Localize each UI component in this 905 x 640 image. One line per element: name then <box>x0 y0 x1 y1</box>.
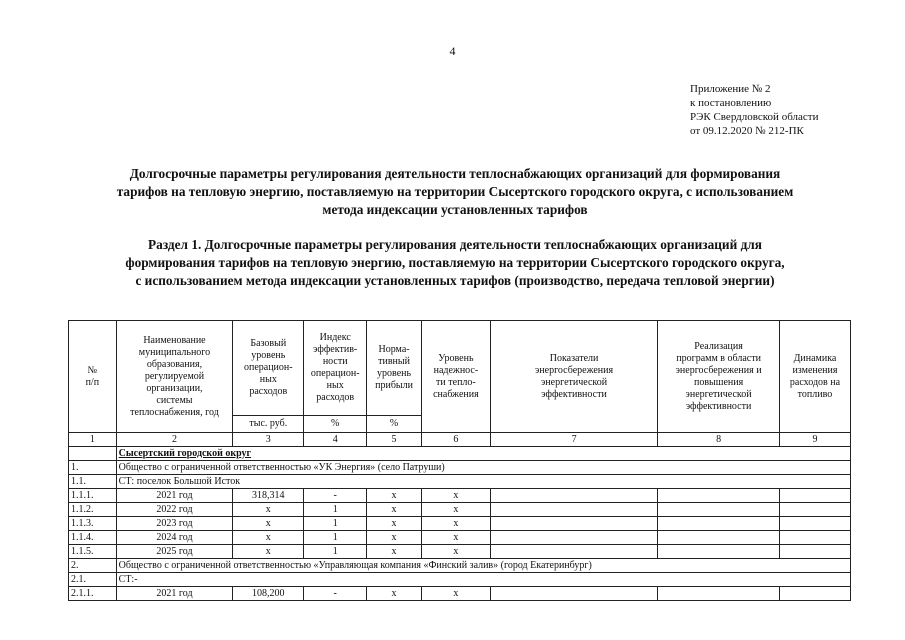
column-number-cell: 8 <box>658 433 780 447</box>
table-cell: х <box>421 503 490 517</box>
table-cell: х <box>367 587 422 601</box>
header-cell: Уровень надежнос- ти тепло- снабжения <box>421 321 490 433</box>
organization-row <box>69 461 851 475</box>
table-cell: х <box>367 517 422 531</box>
page-number: 4 <box>449 44 456 58</box>
table-cell: 1 <box>304 545 367 559</box>
unit-cell: % <box>304 416 367 433</box>
system-name-cell: СТ: поселок Большой Исток <box>116 475 850 489</box>
title-line: Долгосрочные параметры регулирования деятельности теплоснабжающих организаций для формирования <box>129 166 781 181</box>
table-row <box>69 531 851 545</box>
column-number-cell: 5 <box>367 433 422 447</box>
table-cell: - <box>304 587 367 601</box>
table-cell: х <box>233 531 304 545</box>
table-cell: 2022 год <box>116 503 233 517</box>
appendix-block <box>690 82 818 138</box>
table-cell: 2024 год <box>116 531 233 545</box>
title-line: тарифов на тепловую энергию, поставляемую на территории Сысертского городского округа, с использованием <box>116 184 794 199</box>
organization-name-cell: Общество с ограниченной ответственностью «Управляющая компания «Финский залив» (город Екатеринбург) <box>116 559 850 573</box>
table-cell <box>658 517 780 531</box>
row-number-cell: 1. <box>69 461 117 475</box>
parameters-table <box>68 320 851 601</box>
table-cell: х <box>367 503 422 517</box>
table-cell: х <box>233 503 304 517</box>
table-cell: х <box>421 545 490 559</box>
appendix-line: к постановлению <box>690 97 772 109</box>
unit-cell: % <box>367 416 422 433</box>
table-cell: 2025 год <box>116 545 233 559</box>
table-cell: х <box>421 517 490 531</box>
table-cell <box>490 531 657 545</box>
table-cell <box>658 587 780 601</box>
table-cell <box>779 587 850 601</box>
system-row <box>69 573 851 587</box>
title-line: метода индексации установленных тарифов <box>322 202 588 217</box>
row-number-cell: 1.1.2. <box>69 503 117 517</box>
table-row <box>69 517 851 531</box>
table-cell: х <box>367 489 422 503</box>
table-cell: 2023 год <box>116 517 233 531</box>
table-cell <box>779 503 850 517</box>
district-row <box>69 447 851 461</box>
header-cell: Реализация программ в области энергосбережения и повышения энергетической эффективности <box>658 321 780 433</box>
header-cell: Индекс эффектив- ности операцион- ных расходов <box>304 321 367 416</box>
column-number-cell: 9 <box>779 433 850 447</box>
column-number-cell: 3 <box>233 433 304 447</box>
table-cell <box>779 517 850 531</box>
table-row <box>69 503 851 517</box>
table-cell: х <box>367 545 422 559</box>
section-line: формирования тарифов на тепловую энергию, поставляемую на территории Сысертского городского округа, <box>125 255 785 270</box>
table-cell: 2021 год <box>116 587 233 601</box>
column-numbers-row <box>69 433 851 447</box>
table-body <box>69 321 851 601</box>
column-number-cell: 1 <box>69 433 117 447</box>
column-number-cell: 4 <box>304 433 367 447</box>
table-cell: - <box>304 489 367 503</box>
section-line: Раздел 1. Долгосрочные параметры регулирования деятельности теплоснабжающих организаций для <box>148 237 762 252</box>
table-cell <box>490 489 657 503</box>
table-cell: 318,314 <box>233 489 304 503</box>
row-number-cell: 2.1. <box>69 573 117 587</box>
table-cell: х <box>367 531 422 545</box>
header-cell: Динамика изменения расходов на топливо <box>779 321 850 433</box>
table-cell <box>658 531 780 545</box>
table-cell: х <box>233 517 304 531</box>
column-number-cell: 7 <box>490 433 657 447</box>
table-cell: 1 <box>304 503 367 517</box>
system-name-cell: СТ:- <box>116 573 850 587</box>
header-cell: Норма- тивный уровень прибыли <box>367 321 422 416</box>
row-number-cell: 2.1.1. <box>69 587 117 601</box>
row-number-cell: 1.1.5. <box>69 545 117 559</box>
table-cell <box>490 587 657 601</box>
row-number-cell: 1.1.1. <box>69 489 117 503</box>
organization-row <box>69 559 851 573</box>
table-cell: х <box>421 489 490 503</box>
table-cell: х <box>421 587 490 601</box>
row-number-cell: 2. <box>69 559 117 573</box>
table-cell: 2021 год <box>116 489 233 503</box>
header-cell: Базовый уровень операцион- ных расходов <box>233 321 304 416</box>
column-number-cell: 2 <box>116 433 233 447</box>
section-line: с использованием метода индексации установленных тарифов (производство, передача тепловой энергии) <box>135 273 775 288</box>
table-cell <box>116 447 850 461</box>
table-cell <box>658 545 780 559</box>
table-cell <box>779 545 850 559</box>
appendix-line: Приложение № 2 <box>690 83 771 95</box>
column-number-cell: 6 <box>421 433 490 447</box>
table-row <box>69 489 851 503</box>
section-title <box>60 236 850 290</box>
table-row <box>69 545 851 559</box>
system-row <box>69 475 851 489</box>
header-row <box>69 321 851 416</box>
table-cell <box>658 489 780 503</box>
table-cell: х <box>233 545 304 559</box>
table-cell <box>779 531 850 545</box>
table-cell: х <box>421 531 490 545</box>
table-cell <box>779 489 850 503</box>
row-number-cell: 1.1. <box>69 475 117 489</box>
district-label: Сысертский городской округ <box>118 447 252 459</box>
header-cell: Наименование муниципального образования, регулируемой организации, системы теплоснабжения, год <box>116 321 233 433</box>
appendix-line: РЭК Свердловской области <box>690 111 819 123</box>
row-number-cell: 1.1.4. <box>69 531 117 545</box>
table-cell <box>69 447 117 461</box>
document-title <box>60 165 850 219</box>
header-cell: № п/п <box>69 321 117 433</box>
table-cell <box>658 503 780 517</box>
header-cell: Показатели энергосбережения энергетической эффективности <box>490 321 657 433</box>
table-cell <box>490 517 657 531</box>
row-number-cell: 1.1.3. <box>69 517 117 531</box>
organization-name-cell: Общество с ограниченной ответственностью «УК Энергия» (село Патруши) <box>116 461 850 475</box>
table-cell: 108,200 <box>233 587 304 601</box>
table-cell: 1 <box>304 517 367 531</box>
table-cell: 1 <box>304 531 367 545</box>
table-cell <box>490 503 657 517</box>
table-cell <box>490 545 657 559</box>
unit-cell: тыс. руб. <box>233 416 304 433</box>
table-row <box>69 587 851 601</box>
appendix-line: от 09.12.2020 № 212-ПК <box>690 125 804 137</box>
